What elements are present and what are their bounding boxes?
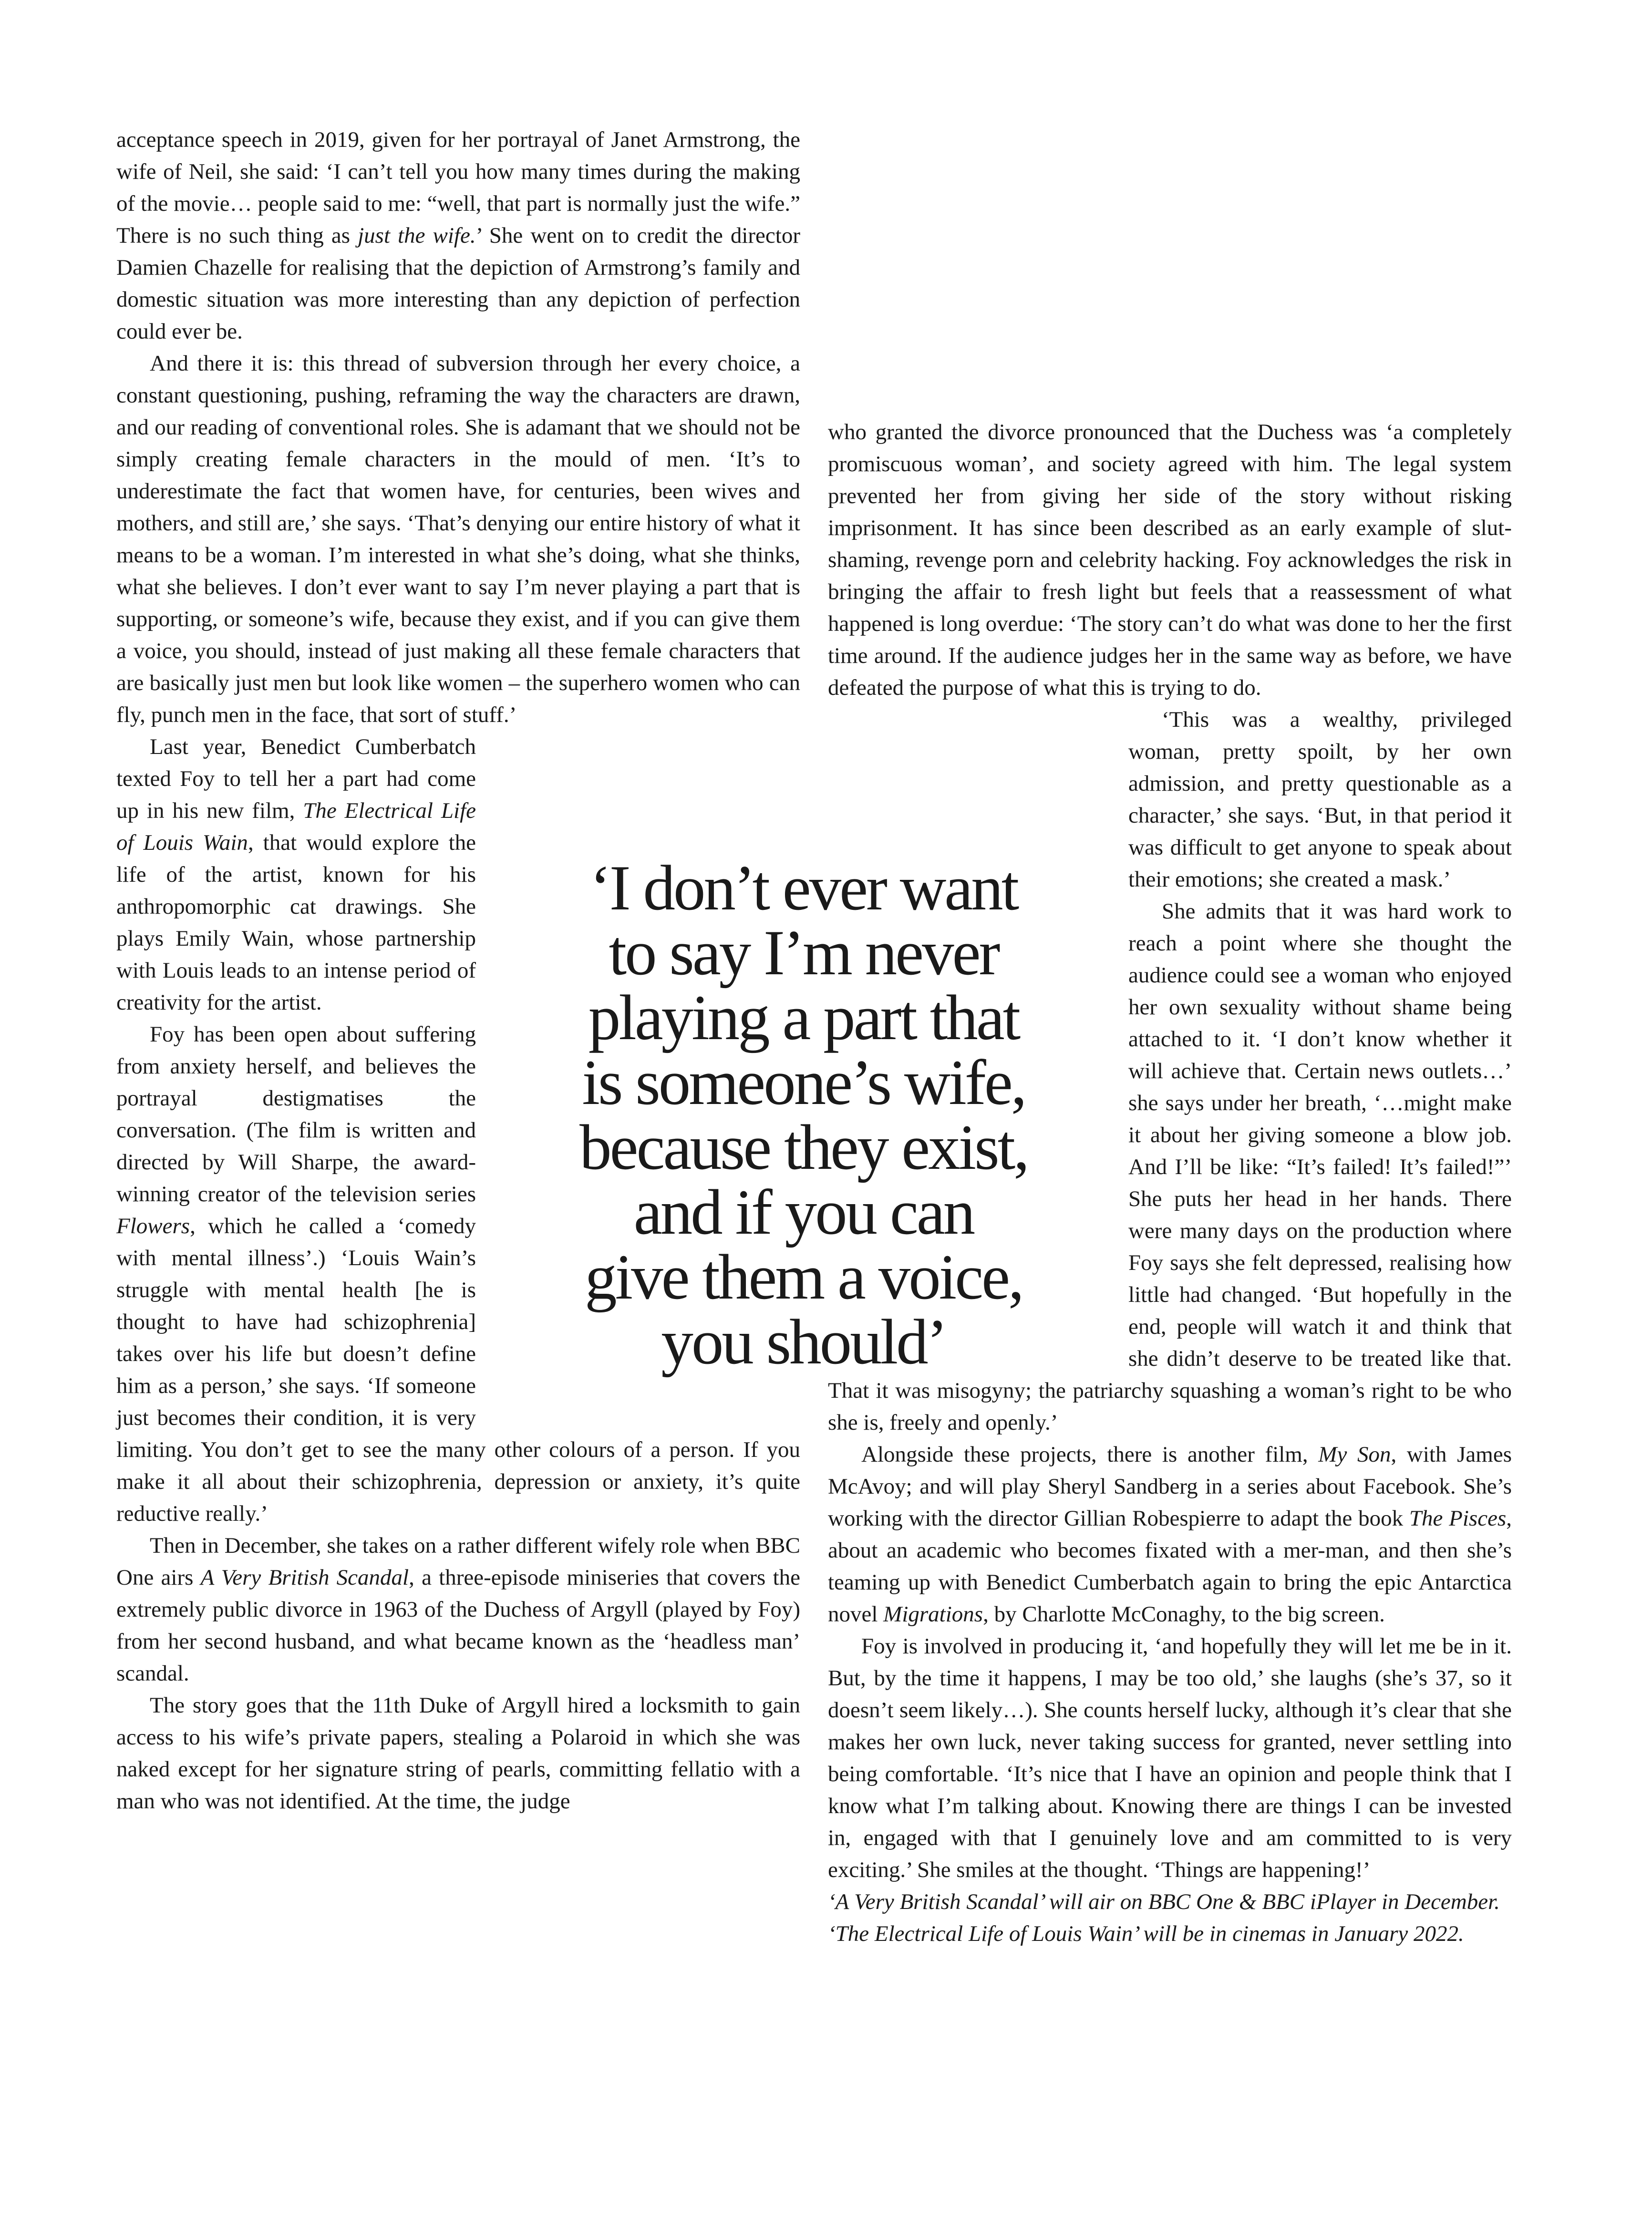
paragraph: The story goes that the 11th Duke of Argyll hired a locksmith to gain access to his wife’s private papers, stealing a Polaroid in which she was naked except for her signature string of pearls, committing fellatio with a man who was not identified. At the time, the judge	[116, 1693, 800, 1814]
paragraph: Foy has been open about suffering from anxiety herself, and believes the portrayal destigmatises the conversation. (The film is written and directed by Will Sharpe, the award-winning creator of the television series Flowers, which he called a ‘comedy with mental illness’.) ‘Louis Wain’s struggle with mental health [he is thought to have had schizophrenia] takes over his life but doesn’t define him as a person,’ she says. ‘If someone just becomes their condition, it is very limiting. You don’t get to see the many other colours of a person. If you make it all about their schizophrenia, depression or anxiety, it’s quite reductive really.’	[116, 1022, 800, 1526]
paragraph: Foy is involved in producing it, ‘and hopefully they will let me be in it. But, by the time it happens, I may be too old,’ she laughs (she’s 37, so it doesn’t seem likely…). She counts herself lucky, although it’s clear that she makes her own luck, never taking success for granted, never settling into being comfortable. ‘It’s nice that I have an opinion and people think that I know what I’m talking about. Knowing there are things I can be invested in, engaged with that I genuinely love and am committed to is very exciting.’ She smiles at the thought. ‘Things are happening!’	[828, 1634, 1512, 1882]
credits	[828, 1886, 1512, 1950]
pull-quote-line: playing a part that	[588, 982, 1019, 1053]
credit-line: ‘The Electrical Life of Louis Wain’ will be in cinemas in January 2022.	[828, 1921, 1464, 1946]
pull-quote-line: is someone’s wife,	[582, 1047, 1025, 1118]
paragraph: Then in December, she takes on a rather different wifely role when BBC One airs A Very British Scandal, a three-episode miniseries that covers the extremely public divorce in 1963 of the Duchess of Argyll (played by Foy) from her second husband, and what became known as the ‘headless man’ scandal.	[116, 1533, 800, 1686]
pull-quote-line: give them a voice,	[585, 1242, 1022, 1313]
pull-quote-line: to say I’m never	[609, 918, 999, 989]
paragraph: Last year, Benedict Cumberbatch texted Foy to tell her a part had come up in his new film, The Electrical Life of Louis Wain, that would explore the life of the artist, known for his anthropomorphic cat drawings. She plays Emily Wain, whose partnership with Louis leads to an intense period of creativity for the artist.	[116, 734, 476, 1015]
paragraph: acceptance speech in 2019, given for her portrayal of Janet Armstrong, the wife of Neil, she said: ‘I can’t tell you how many times during the making of the movie… people said to me: “well, that part is normally just the wife.” There is no such thing as just the wife.’ She went on to credit the director Damien Chazelle for realising that the depiction of Armstrong’s family and domestic situation was more interesting than any depiction of perfection could ever be.	[116, 127, 800, 344]
paragraph: who granted the divorce pronounced that the Duchess was ‘a completely promiscuous woman’, and society agreed with him. The legal system prevented her from giving her side of the story without risking imprisonment. It has since been described as an early example of slut-shaming, revenge porn and celebrity hacking. Foy acknowledges the risk in bringing the affair to fresh light but feels that a reassessment of what happened is long overdue: ‘The story can’t do what was done to her the first time around. If the audience judges her in the same way as before, we have defeated the purpose of what this is trying to do.	[828, 420, 1512, 700]
right-column	[828, 416, 1512, 1950]
pull-quote-spacer	[828, 704, 1119, 1367]
pull-quote-line: you should’	[661, 1307, 946, 1378]
paragraph: ‘This was a wealthy, privileged woman, pretty spoilt, by her own admission, and pretty questionable as a character,’ she says. ‘But, in that period it was difficult to get anyone to speak about their emotions; she created a mask.’	[1128, 707, 1512, 892]
paragraph: Alongside these projects, there is another film, My Son, with James McAvoy; and will play Sheryl Sandberg in a series about Facebook. She’s working with the director Gillian Robespierre to adapt the book The Pisces, about an academic who becomes fixated with a mer-man, and then she’s teaming up with Benedict Cumberbatch again to bring the epic Antarctica novel Migrations, by Charlotte McConaghy, to the big screen.	[828, 1442, 1512, 1627]
pull-quote-line: and if you can	[633, 1177, 974, 1248]
pull-quote-line: ‘I don’t ever want	[589, 853, 1018, 924]
paragraph: And there it is: this thread of subversion through her every choice, a constant questioning, pushing, reframing the way the characters are drawn, and our reading of conventional roles. She is adamant that we should not be simply creating female characters in the mould of men. ‘It’s to underestimate the fact that women have, for centuries, been wives and mothers, and still are,’ she says. ‘That’s denying our entire history of what it means to be a woman. I’m interested in what she’s doing, what she thinks, what she believes. I don’t ever want to say I’m never playing a part that is supporting, or someone’s wife, because they exist, and if you can give them a voice, you should, instead of just making all these female characters that are basically just men but look like women – the superhero women who can fly, punch men in the face, that sort of stuff.’	[116, 351, 800, 727]
credit-line: ‘A Very British Scandal’ will air on BBC One & BBC iPlayer in December.	[828, 1889, 1500, 1914]
paragraph: She admits that it was hard work to reach a point where she thought the audience could see a woman who enjoyed her own sexuality without shame being attached to it. ‘I don’t know whether it will achieve that. Certain news outlets…’ she says under her breath, ‘…might make it about her giving someone a blow job. And I’ll be like: “It’s failed! It’s failed!”’ She puts her head in her hands. There were many days on the production where Foy says she felt depressed, realising how little had changed. ‘But hopefully in the end, people will watch it and think that she didn’t deserve to be treated like that. That it was misogyny; the patriarchy squashing a woman’s right to be who she is, freely and openly.’	[828, 899, 1512, 1435]
pull-quote-line: because they exist,	[579, 1112, 1028, 1183]
